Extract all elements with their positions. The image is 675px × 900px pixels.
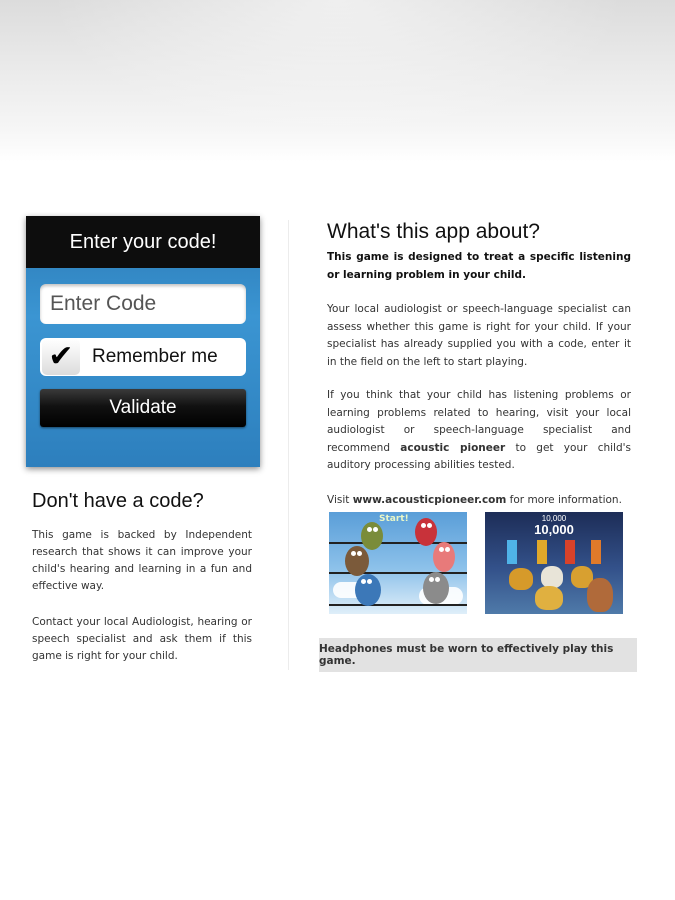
about-paragraph-1: Your local audiologist or speech-language specialist can assess whether this game is right for your child. If your specialist has already supplied you with a code, enter it in the field on the left to start playing. bbox=[327, 303, 631, 368]
website-link[interactable]: www.acousticpioneer.com bbox=[352, 494, 507, 506]
game-screenshot-birds bbox=[329, 512, 467, 614]
bird-icon bbox=[415, 518, 437, 546]
visit-prefix: Visit bbox=[327, 494, 353, 506]
bird-icon bbox=[345, 546, 369, 576]
banner-flag-icon bbox=[591, 540, 601, 564]
no-code-paragraph-1: This game is backed by Independent research that shows it can improve your child's hearing and learning in a fun and effective way. bbox=[32, 529, 252, 592]
bird-icon bbox=[355, 574, 381, 606]
about-paragraph-2 bbox=[327, 387, 631, 475]
remember-me-label: Remember me bbox=[92, 346, 218, 367]
login-header: Enter your code! bbox=[26, 216, 260, 268]
banner-flag-icon bbox=[565, 540, 575, 564]
headphones-notice: Headphones must be worn to effectively play this game. bbox=[319, 638, 637, 672]
top-banner bbox=[0, 0, 675, 162]
about-paragraph-2-text-a: If you think that your child has listening problems or learning problems related to hearing, visit your local audiologist or speech-language specialist and recommend bbox=[327, 389, 631, 454]
banner-flag-icon bbox=[507, 540, 517, 564]
validate-button[interactable]: Validate bbox=[40, 389, 246, 427]
owl-icon bbox=[587, 578, 613, 612]
bird-icon bbox=[361, 522, 383, 550]
owl-icon bbox=[509, 568, 533, 590]
remember-me-row[interactable] bbox=[40, 338, 246, 376]
login-panel bbox=[26, 216, 260, 467]
visit-suffix: for more information. bbox=[506, 494, 622, 506]
score-small: 10,000 bbox=[541, 514, 567, 523]
about-heading: What's this app about? bbox=[327, 220, 540, 243]
owl-icon bbox=[535, 586, 563, 610]
owl-icon bbox=[541, 566, 563, 588]
column-divider bbox=[288, 220, 289, 670]
bird-icon bbox=[423, 572, 449, 604]
about-intro: This game is designed to treat a specific listening or learning problem in your child. bbox=[327, 251, 631, 281]
wire-line bbox=[329, 604, 467, 606]
about-paragraph-2-text-b: to get your child's auditory processing abilities tested. bbox=[327, 441, 631, 471]
bird-icon bbox=[433, 542, 455, 572]
visit-line bbox=[327, 492, 631, 510]
no-code-heading: Don't have a code? bbox=[32, 490, 204, 512]
score-large: 10,000 bbox=[534, 522, 574, 537]
game-screenshot-owls bbox=[485, 512, 623, 614]
acoustic-pioneer-name: acoustic pioneer bbox=[400, 441, 506, 454]
remember-me-checkbox[interactable] bbox=[42, 339, 80, 375]
checkmark-icon: ✔ bbox=[48, 339, 74, 374]
code-input[interactable] bbox=[40, 284, 246, 324]
start-caption: Start! bbox=[379, 514, 409, 524]
banner-flag-icon bbox=[537, 540, 547, 564]
no-code-paragraph-2: Contact your local Audiologist, hearing or speech specialist and ask them if this game is right for your child. bbox=[32, 616, 252, 662]
